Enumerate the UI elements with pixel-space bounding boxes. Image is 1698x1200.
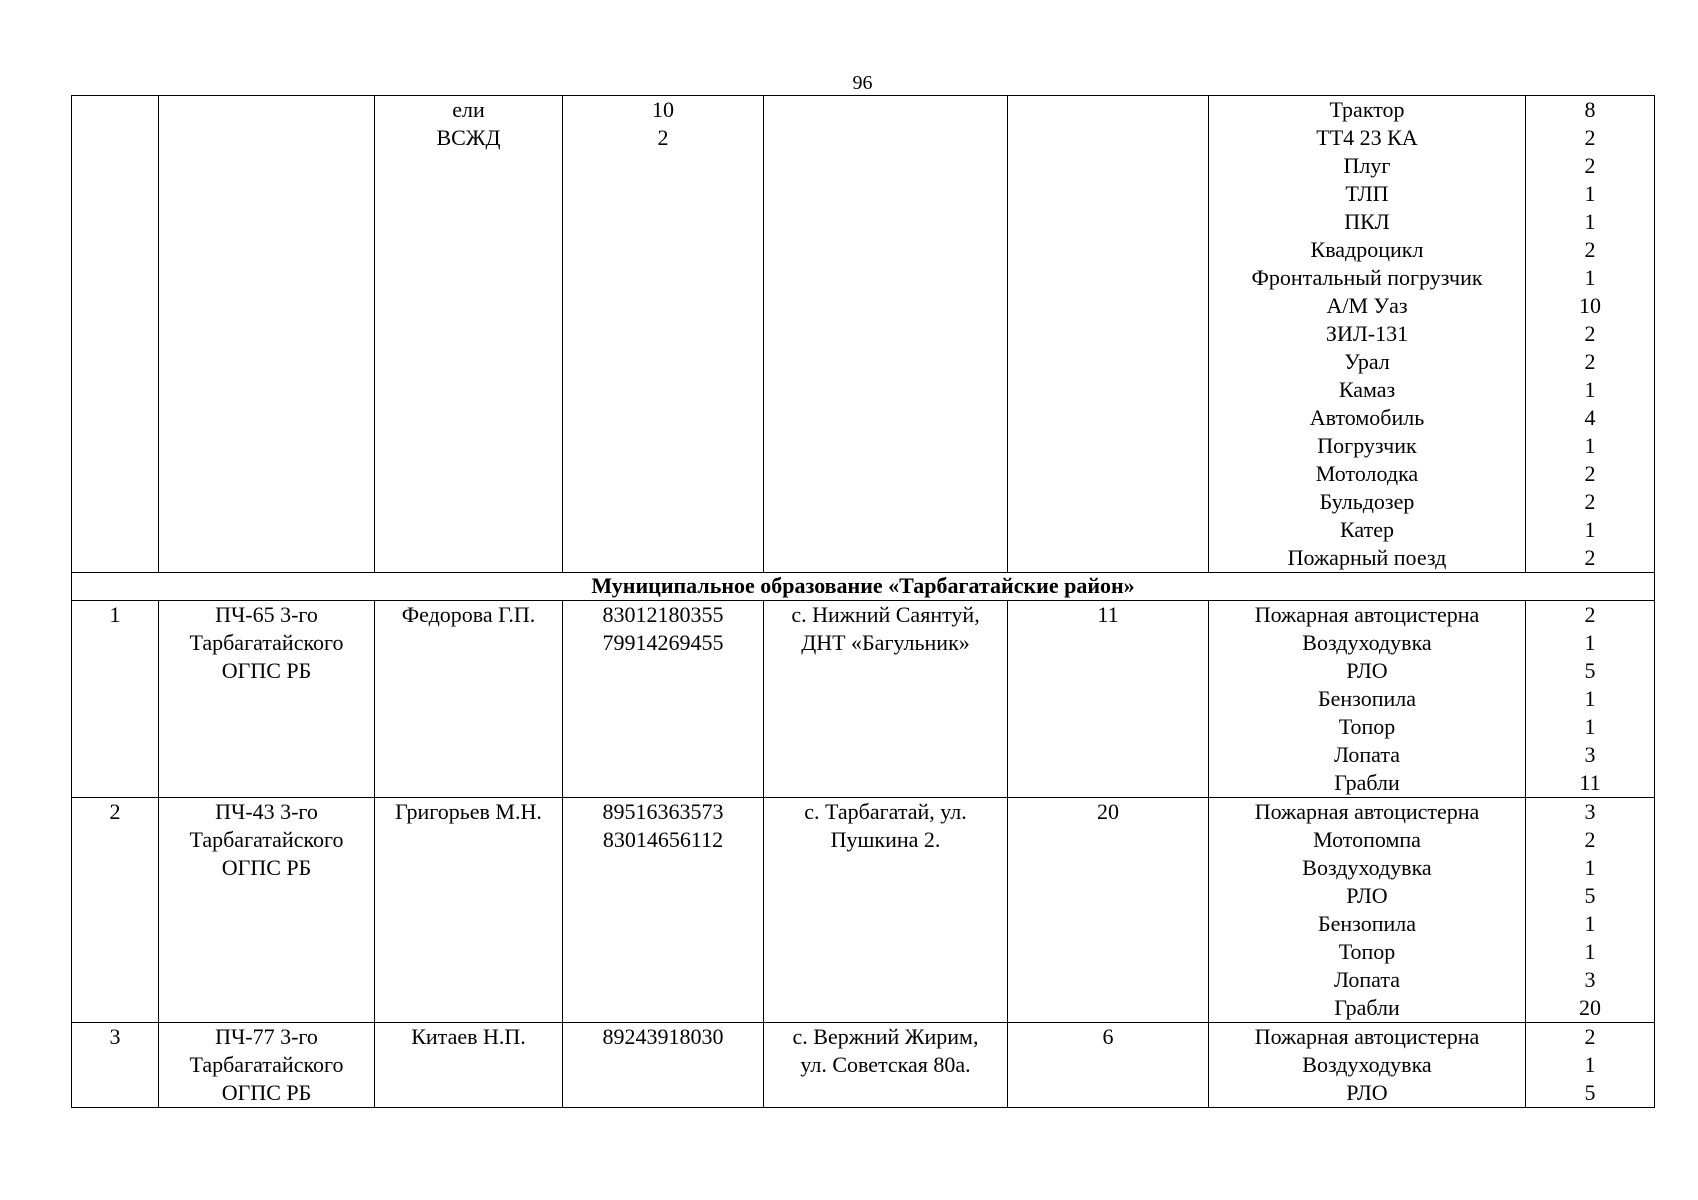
cell-head: Федорова Г.П.: [375, 601, 563, 798]
cell-counts: 8 2 2 1 1 2 1 10 2 2 1 4 1 2 2 1 2: [1526, 96, 1655, 573]
cell-unit: ПЧ-65 3-го Тарбагатайского ОГПС РБ: [159, 601, 375, 798]
cell-staff: 20: [1008, 798, 1209, 1023]
cell-phones: 83012180355 79914269455: [563, 601, 764, 798]
cell-equipment: Пожарная автоцистерна Воздуходувка РЛО: [1209, 1023, 1526, 1108]
cell-number: 2: [72, 798, 159, 1023]
cell-staff: 11: [1008, 601, 1209, 798]
cell-number: [72, 96, 159, 573]
cell-address: с. Тарбагатай, ул. Пушкина 2.: [764, 798, 1008, 1023]
cell-unit: [159, 96, 375, 573]
cell-phones: 89516363573 83014656112: [563, 798, 764, 1023]
cell-counts: 3 2 1 5 1 1 3 20: [1526, 798, 1655, 1023]
cell-equipment: Пожарная автоцистерна Мотопомпа Воздуходувка РЛО Бензопила Топор Лопата Грабли: [1209, 798, 1526, 1023]
page-number: 96: [852, 72, 873, 94]
section-header-row: [72, 573, 1655, 601]
cell-number: 3: [72, 1023, 159, 1108]
cell-address: [764, 96, 1008, 573]
cell-address: с. Вержний Жирим, ул. Советская 80а.: [764, 1023, 1008, 1108]
cell-equipment: Трактор ТТ4 23 КА Плуг ТЛП ПКЛ Квадроцикл Фронтальный погрузчик А/М Уаз ЗИЛ-131 Урал Камаз Автомобиль Погрузчик Мотолодка Бульдозер Катер Пожарный поезд: [1209, 96, 1526, 573]
cell-head: ели ВСЖД: [375, 96, 563, 573]
cell-unit: ПЧ-43 3-го Тарбагатайского ОГПС РБ: [159, 798, 375, 1023]
cell-equipment: Пожарная автоцистерна Воздуходувка РЛО Бензопила Топор Лопата Грабли: [1209, 601, 1526, 798]
section-title: Муниципальное образование «Тарбагатайские район»: [72, 573, 1655, 601]
cell-head: Китаев Н.П.: [375, 1023, 563, 1108]
cell-phones: 89243918030: [563, 1023, 764, 1108]
table-row: [72, 601, 1655, 798]
cell-staff: 6: [1008, 1023, 1209, 1108]
cell-address: с. Нижний Саянтуй, ДНТ «Багульник»: [764, 601, 1008, 798]
cell-staff: [1008, 96, 1209, 573]
resources-table: [71, 95, 1655, 1108]
table-row: [72, 96, 1655, 573]
cell-counts: 2 1 5 1 1 3 11: [1526, 601, 1655, 798]
cell-counts: 2 1 5: [1526, 1023, 1655, 1108]
table-row: [72, 798, 1655, 1023]
table-row: [72, 1023, 1655, 1108]
cell-number: 1: [72, 601, 159, 798]
cell-unit: ПЧ-77 3-го Тарбагатайского ОГПС РБ: [159, 1023, 375, 1108]
cell-head: Григорьев М.Н.: [375, 798, 563, 1023]
cell-phones: 10 2: [563, 96, 764, 573]
